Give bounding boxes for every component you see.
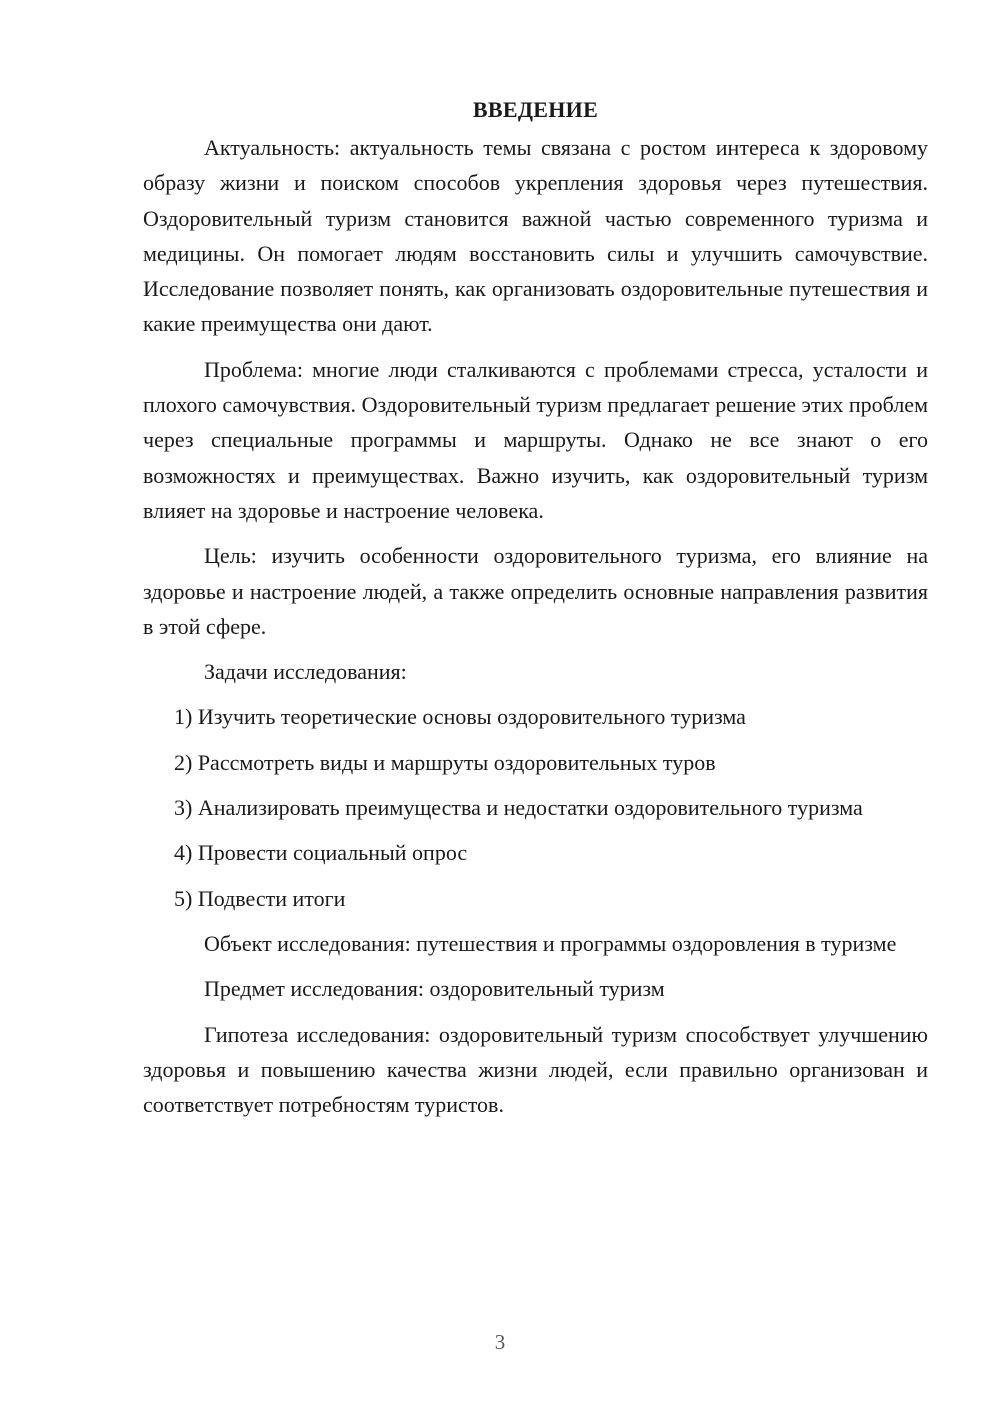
- paragraph-subject: Предмет исследования: оздоровительный туризм: [204, 976, 665, 1002]
- task-item-3: 3) Анализировать преимущества и недостатки оздоровительного туризма: [174, 795, 863, 821]
- paragraph-hypothesis: Гипотеза исследования: оздоровительный туризм способствует улучшению здоровья и повышению качества жизни людей, если правильно организован и соответствует потребностям туристов.: [143, 1021, 928, 1118]
- page-number: 3: [494, 1330, 506, 1354]
- paragraph-problem: Проблема: многие люди сталкиваются с проблемами стресса, усталости и плохого самочувствия. Оздоровительный туризм предлагает решение этих проблем через специальные программы и маршруты. Однако не все знают о его возможностях и преимуществах. Важно изучить, как оздоровительный туризм влияет на здоровье и настроение человека.: [143, 356, 928, 523]
- task-item-1: 1) Изучить теоретические основы оздоровительного туризма: [174, 704, 746, 730]
- task-item-2: 2) Рассмотреть виды и маршруты оздоровительных туров: [174, 749, 716, 775]
- task-item-4: 4) Провести социальный опрос: [174, 840, 468, 866]
- page-title: ВВЕДЕНИЕ: [472, 97, 599, 122]
- paragraph-relevance: Актуальность: актуальность темы связана с ростом интереса к здоровому образу жизни и поиском способов укрепления здоровья через путешествия. Оздоровительный туризм становится важной частью современного туризма и медицины. Он помогает людям восстановить силы и улучшить самочувствие. Исследование позволяет понять, как организовать оздоровительные путешествия и какие преимущества они дают.: [143, 135, 928, 337]
- tasks-heading: Задачи исследования:: [204, 659, 407, 685]
- document-page: [143, 92, 928, 1132]
- task-item-5: 5) Подвести итоги: [174, 885, 346, 911]
- paragraph-goal: Цель: изучить особенности оздоровительного туризма, его влияние на здоровье и настроение людей, а также определить основные направления развития в этой сфере.: [143, 543, 928, 639]
- paragraph-object: Объект исследования: путешествия и программы оздоровления в туризме: [204, 930, 897, 956]
